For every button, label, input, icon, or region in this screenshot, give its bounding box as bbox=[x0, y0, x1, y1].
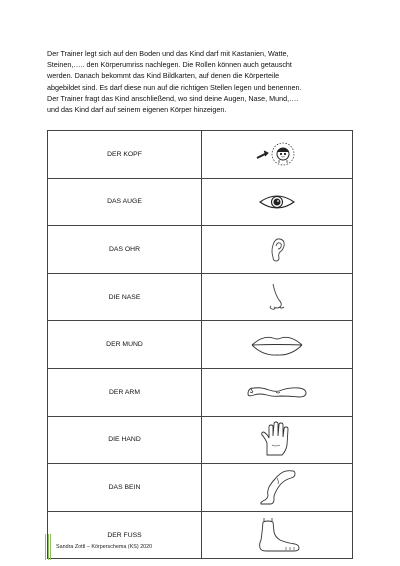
arm-icon bbox=[245, 383, 309, 401]
table-row bbox=[48, 321, 353, 369]
eye-icon bbox=[257, 191, 297, 213]
intro-line: Steinen,….. den Körperumriss nachlegen. Die Rollen können auch getauscht bbox=[47, 60, 292, 70]
table-row bbox=[48, 178, 353, 226]
foot-icon bbox=[252, 516, 302, 554]
intro-line: abgebildet sind. Es darf diese nun auf die richtigen Stellen legen und benennen. bbox=[47, 82, 302, 92]
accent-bar bbox=[45, 534, 46, 560]
intro-line: werden. Danach bekommt das Kind Bildkarten, auf denen die Körperteile bbox=[47, 71, 280, 81]
table-row bbox=[48, 368, 353, 416]
body-part-label: DER MUND bbox=[48, 321, 202, 369]
head-icon bbox=[253, 141, 301, 167]
intro-paragraph bbox=[47, 48, 359, 115]
body-part-label: DAS AUGE bbox=[48, 178, 202, 226]
body-part-label: DER ARM bbox=[48, 368, 202, 416]
body-parts-table bbox=[47, 130, 353, 559]
leg-icon bbox=[257, 468, 297, 506]
table-row bbox=[48, 464, 353, 512]
intro-line: Der Trainer legt sich auf den Boden und das Kind darf mit Kastanien, Watte, bbox=[47, 49, 289, 58]
body-part-label: DIE HAND bbox=[48, 416, 202, 464]
table-row bbox=[48, 226, 353, 274]
footer-text: Sandra Zottl – Körperschema (KS) 2020 bbox=[56, 544, 153, 550]
intro-line: und das Kind darf auf seinem eigenen Körper hinzeigen. bbox=[47, 105, 227, 115]
footer-accent-bars bbox=[45, 534, 51, 560]
nose-icon bbox=[267, 282, 287, 312]
hand-icon bbox=[260, 421, 294, 459]
body-part-label: DAS OHR bbox=[48, 226, 202, 274]
body-part-label: DER KOPF bbox=[48, 131, 202, 179]
body-part-label: DIE NASE bbox=[48, 273, 202, 321]
body-part-label: DER FUSS bbox=[48, 511, 202, 559]
intro-line: Der Trainer fragt das Kind anschließend, wo sind deine Augen, Nase, Mund,…. bbox=[47, 93, 299, 103]
table-row bbox=[48, 131, 353, 179]
table-row bbox=[48, 416, 353, 464]
ear-icon bbox=[266, 235, 288, 263]
page-footer bbox=[45, 534, 152, 560]
accent-bar bbox=[50, 534, 51, 560]
accent-bar bbox=[48, 534, 49, 560]
mouth-icon bbox=[249, 332, 305, 358]
body-part-label: DAS BEIN bbox=[48, 464, 202, 512]
table-row bbox=[48, 273, 353, 321]
